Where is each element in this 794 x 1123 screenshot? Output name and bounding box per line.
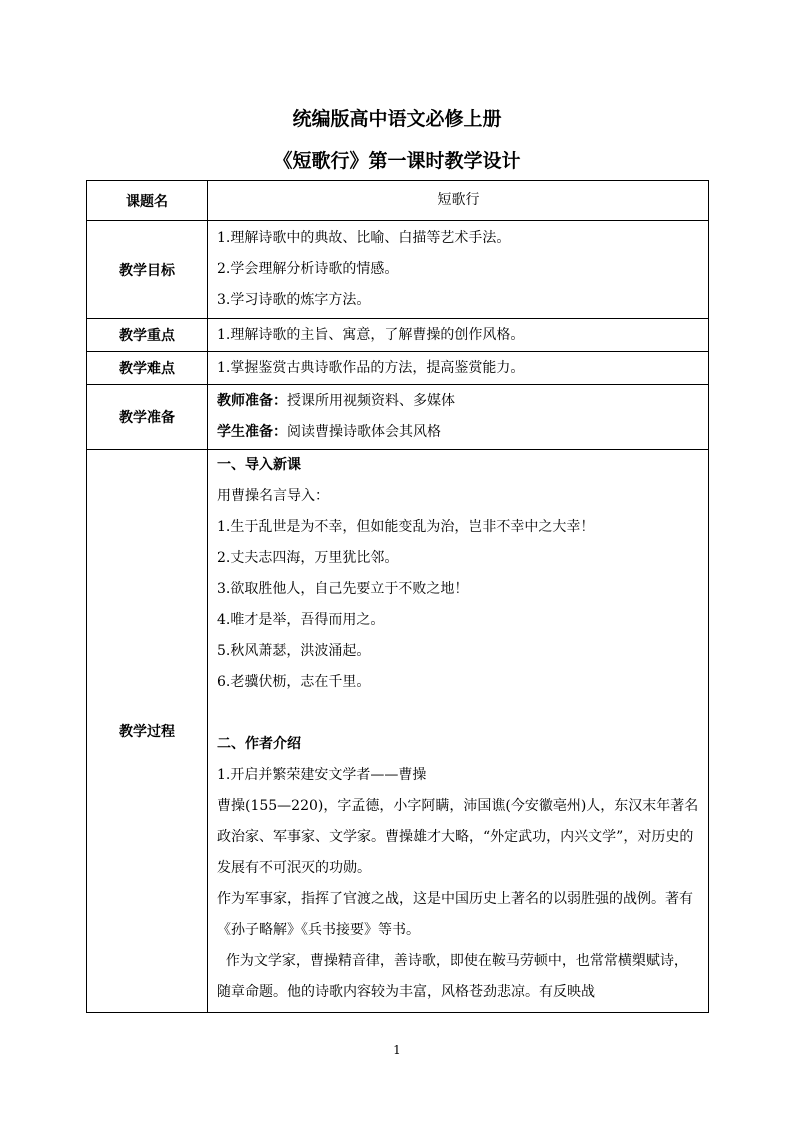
student-preparation-label: 学生准备： — [217, 424, 287, 440]
label-process: 教学过程 — [87, 450, 208, 1013]
label-objectives: 教学目标 — [87, 221, 208, 319]
quote-item: 6.老骥伏枥，志在千里。 — [217, 674, 371, 690]
value-process — [208, 450, 709, 1013]
section-subheading: 1.开启并繁荣建安文学者——曹操 — [217, 767, 427, 783]
row-difficulties — [87, 352, 709, 385]
label-key-points: 教学重点 — [87, 319, 208, 352]
document-subtitle: 《短歌行》第一课时教学设计 — [273, 150, 521, 172]
label-difficulties: 教学难点 — [87, 352, 208, 385]
value-topic: 短歌行 — [208, 181, 709, 221]
row-preparation — [87, 385, 709, 450]
student-preparation-value: 阅读曹操诗歌体会其风格 — [287, 424, 441, 440]
document-title: 统编版高中语文必修上册 — [292, 108, 502, 130]
objective-item: 1.理解诗歌中的典故、比喻、白描等艺术手法。 — [217, 230, 511, 246]
label-topic: 课题名 — [87, 181, 208, 221]
page-number: 1 — [393, 1043, 401, 1057]
paragraph: 作为文学家，曹操精音律，善诗歌，即使在鞍马劳顿中，也常常横槊赋诗，随章命题。他的诗歌内容较为丰富，风格苍劲悲凉。有反映战 — [217, 953, 688, 1000]
paragraph: 作为军事家，指挥了官渡之战，这是中国历史上著名的以弱胜强的战例。著有《孙子略解》《兵书接要》等书。 — [217, 891, 693, 938]
section-heading: 二、作者介绍 — [217, 736, 301, 752]
row-process — [87, 450, 709, 1013]
teacher-preparation — [217, 386, 700, 417]
value-key-points: 1.理解诗歌的主旨、寓意，了解曹操的创作风格。 — [208, 319, 709, 352]
row-topic — [87, 181, 709, 221]
quote-item: 5.秋风萧瑟，洪波涌起。 — [217, 643, 371, 659]
value-objectives — [208, 221, 709, 319]
paragraph: 曹操(155—220)，字孟德，小字阿瞒，沛国谯(今安徽亳州)人，东汉末年著名政治家、军事家、文学家。曹操雄才大略，“外定武功，内兴文学”，对历史的发展有不可泯灭的功勋。 — [217, 798, 699, 876]
objective-item: 3.学习诗歌的炼字方法。 — [217, 292, 371, 308]
label-preparation: 教学准备 — [87, 385, 208, 450]
section-heading: 一、导入新课 — [217, 457, 301, 473]
value-difficulties: 1.掌握鉴赏古典诗歌作品的方法，提高鉴赏能力。 — [208, 352, 709, 385]
lesson-plan-table — [86, 180, 709, 1013]
blank-line — [217, 698, 700, 729]
quote-item: 3.欲取胜他人，自己先要立于不败之地！ — [217, 581, 469, 597]
teacher-preparation-label: 教师准备： — [217, 393, 287, 409]
objective-item: 2.学会理解分析诗歌的情感。 — [217, 261, 399, 277]
teacher-preparation-value: 授课所用视频资料、多媒体 — [287, 393, 455, 409]
student-preparation — [217, 417, 700, 448]
quote-item: 1.生于乱世是为不幸，但如能变乱为治，岂非不幸中之大幸！ — [217, 519, 595, 535]
value-preparation — [208, 385, 709, 450]
quote-item: 2.丈夫志四海，万里犹比邻。 — [217, 550, 399, 566]
row-objectives — [87, 221, 709, 319]
section-intro: 用曹操名言导入： — [217, 488, 329, 504]
quote-item: 4.唯才是举，吾得而用之。 — [217, 612, 385, 628]
row-key-points — [87, 319, 709, 352]
